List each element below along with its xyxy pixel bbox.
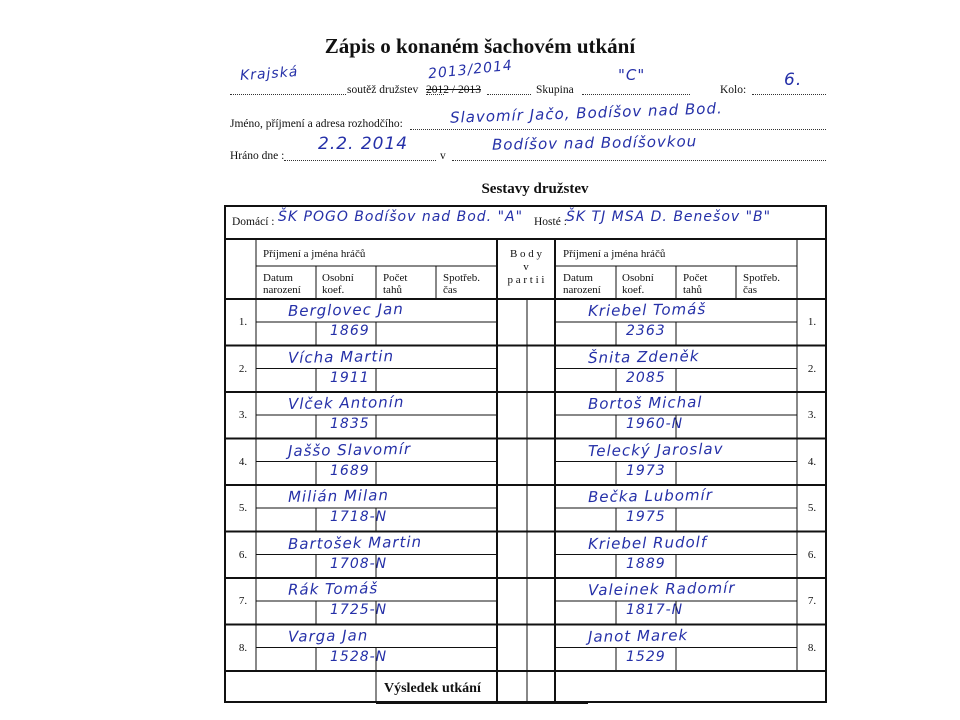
home-player-name: Jaššo Slavomír (287, 439, 412, 460)
played-label: Hráno dne : (230, 150, 285, 162)
referee-value: Slavomír Jačo, Bodíšov nad Bod. (449, 99, 723, 127)
away-player-koef: 2363 (626, 323, 666, 339)
away-team: ŠK TJ MSA D. Benešov "B" (566, 209, 772, 225)
place-label: v (440, 150, 446, 162)
away-player-name: Telecký Jaroslav (587, 439, 724, 460)
away-koef-header: Osobní koef. (622, 272, 654, 296)
home-player-name: Vícha Martin (287, 346, 395, 367)
home-player-name: Milián Milan (287, 486, 390, 506)
row-number-right: 6. (807, 548, 817, 561)
away-name-header: Příjmení a jména hráčů (563, 248, 666, 260)
home-player-koef: 1689 (330, 462, 370, 479)
group-label: Skupina (536, 84, 574, 96)
home-moves-header: Počet tahů (383, 272, 408, 296)
competition-value: Krajská (239, 63, 299, 85)
home-player-name: Rák Tomáš (287, 579, 379, 599)
home-player-name: Bartošek Martin (287, 532, 423, 553)
result-label: Výsledek utkání (384, 681, 481, 696)
points-header-1: B o d y (509, 248, 543, 260)
away-birth-header: Datum narození (563, 272, 601, 296)
row-number: 4. (238, 455, 248, 468)
section-title: Sestavy družstev (481, 181, 589, 197)
place-value: Bodíšov nad Bodíšovkou (491, 132, 698, 154)
away-player-name: Bortoš Michal (587, 393, 703, 413)
home-player-koef: 1718-N (330, 509, 388, 525)
row-number-right: 5. (807, 502, 817, 514)
home-player-koef: 1708-N (330, 555, 388, 572)
home-team: ŠK POGO Bodíšov nad Bod. "A" (278, 209, 524, 225)
away-label: Hosté : (534, 216, 567, 228)
row-number-right: 1. (807, 316, 817, 328)
away-player-name: Valeinek Radomír (587, 578, 736, 600)
group-value: "C" (618, 66, 646, 84)
away-player-koef: 1529 (626, 648, 666, 665)
away-time-header: Spotřeb. čas (743, 272, 780, 296)
away-player-name: Šnita Zdeněk (587, 346, 700, 367)
away-player-name: Kriebel Tomáš (587, 299, 707, 321)
season-value: 2013/2014 (427, 57, 514, 83)
home-player-koef: 1725-N (330, 602, 388, 618)
row-number: 8. (238, 641, 248, 654)
home-player-koef: 1835 (330, 416, 370, 432)
away-player-koef: 1960-N (626, 416, 684, 432)
played-date: 2.2. 2014 (318, 134, 409, 154)
row-number-right: 4. (807, 455, 817, 468)
page-title: Zápis o konaném šachovém utkání (324, 34, 636, 58)
row-number: 1. (238, 316, 248, 328)
away-player-name: Bečka Lubomír (587, 485, 714, 507)
home-player-koef: 1869 (330, 323, 370, 339)
away-player-name: Janot Marek (587, 625, 689, 646)
referee-label: Jméno, příjmení a adresa rozhodčího: (230, 118, 403, 130)
competition-label: soutěž družstev (347, 84, 419, 96)
away-player-koef: 1817-N (626, 602, 684, 618)
row-number: 7. (238, 595, 248, 607)
row-number-right: 7. (807, 595, 817, 607)
away-moves-header: Počet tahů (683, 272, 708, 296)
home-name-header: Příjmení a jména hráčů (263, 248, 366, 260)
row-number: 3. (238, 409, 248, 421)
row-number-right: 8. (807, 641, 817, 654)
home-koef-header: Osobní koef. (322, 272, 354, 296)
points-header-3: p a r t i i (507, 274, 545, 286)
home-player-name: Vlček Antonín (287, 392, 405, 414)
row-number-right: 2. (807, 362, 817, 375)
away-player-koef: 1973 (626, 462, 666, 479)
row-number: 6. (238, 548, 248, 561)
home-birth-header: Datum narození (263, 272, 301, 296)
away-player-koef: 1889 (626, 555, 666, 572)
row-number-right: 3. (807, 409, 817, 421)
away-player-name: Kriebel Rudolf (587, 532, 708, 553)
round-value: 6. (784, 70, 803, 90)
row-number: 2. (238, 362, 248, 375)
away-player-koef: 1975 (626, 509, 666, 525)
away-player-koef: 2085 (626, 369, 666, 386)
row-number: 5. (238, 502, 248, 514)
home-player-koef: 1911 (330, 369, 370, 386)
round-label: Kolo: (720, 84, 747, 96)
home-time-header: Spotřeb. čas (443, 272, 480, 296)
printed-season: 2012 / 2013 (426, 84, 481, 96)
home-player-name: Berglovec Jan (287, 299, 404, 321)
home-player-koef: 1528-N (330, 648, 388, 665)
points-header-2: v (523, 261, 529, 273)
home-label: Domácí : (232, 216, 275, 228)
home-player-name: Varga Jan (287, 625, 369, 646)
